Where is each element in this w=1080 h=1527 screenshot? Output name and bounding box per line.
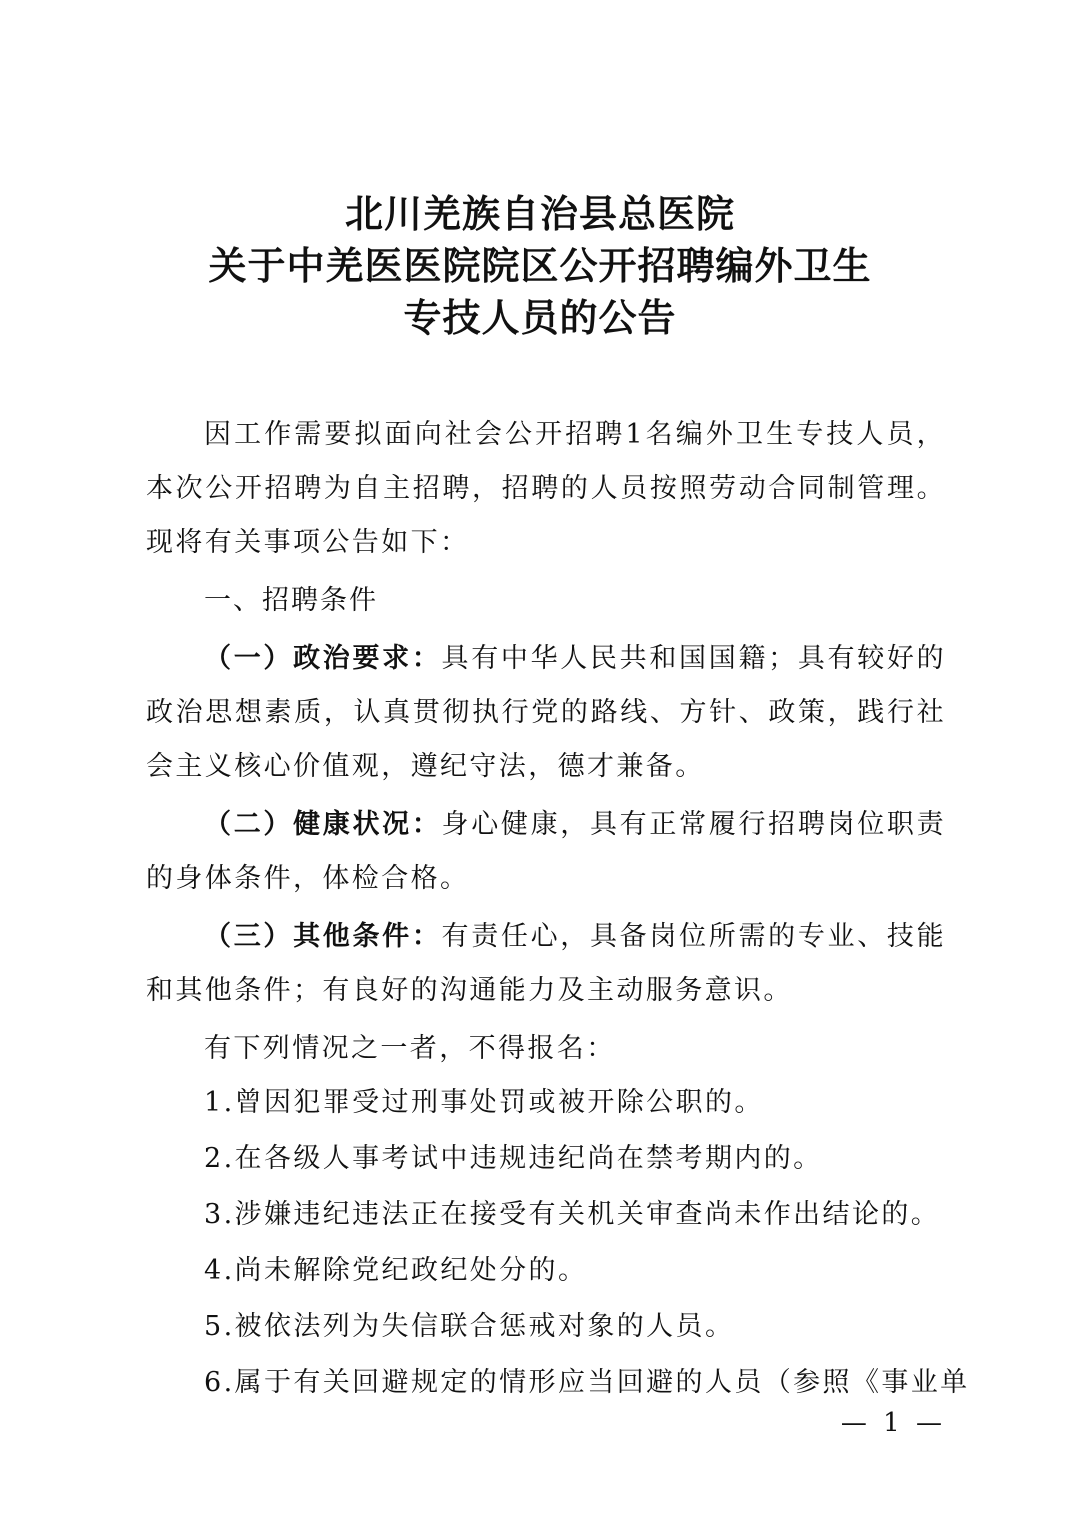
- requirement-political: [146, 632, 946, 794]
- requirement-health-text: 身心健康，具有正常履行招聘岗位职责的身体条件，体检合格。: [146, 809, 946, 894]
- requirement-health: [146, 798, 946, 906]
- requirement-other: [146, 910, 946, 1018]
- exclusion-item: 4.尚未解除党纪政纪处分的。: [204, 1255, 588, 1286]
- requirement-political-lead: （一）政治要求：: [204, 643, 442, 674]
- requirement-political-text: 具有中华人民共和国国籍；具有较好的政治思想素质，认真贯彻执行党的路线、方针、政策，践行社会主义核心价值观，遵纪守法，德才兼备。: [146, 643, 946, 782]
- exclusion-item: 6.属于有关回避规定的情形应当回避的人员（参照《事业单: [204, 1367, 970, 1398]
- requirement-other-lead: （三）其他条件：: [204, 921, 442, 952]
- exclusion-item: 2.在各级人事考试中违规违纪尚在禁考期内的。: [204, 1143, 823, 1174]
- exclusion-item: 1.曾因犯罪受过刑事处罚或被开除公职的。: [204, 1087, 764, 1118]
- requirement-health-lead: （二）健康状况：: [204, 809, 442, 840]
- document-title: [0, 188, 1080, 344]
- title-line-3: 专技人员的公告: [403, 295, 677, 340]
- exclusion-intro: 有下列情况之一者，不得报名：: [204, 1033, 616, 1064]
- title-line-1: 北川羌族自治县总医院: [344, 191, 735, 236]
- section-heading-recruitment-conditions: 一、招聘条件: [204, 585, 378, 616]
- page-number: — 1 —: [840, 1408, 946, 1438]
- exclusion-item: 3.涉嫌违纪违法正在接受有关机关审查尚未作出结论的。: [204, 1199, 941, 1230]
- requirement-other-text: 有责任心，具备岗位所需的专业、技能和其他条件；有良好的沟通能力及主动服务意识。: [146, 921, 946, 1006]
- exclusion-item: 5.被依法列为失信联合惩戒对象的人员。: [204, 1311, 735, 1342]
- title-line-2: 关于中羌医医院院区公开招聘编外卫生: [208, 243, 872, 288]
- document-body: [146, 408, 970, 1412]
- intro-paragraph: 因工作需要拟面向社会公开招聘1名编外卫生专技人员，本次公开招聘为自主招聘，招聘的人员按照劳动合同制管理。现将有关事项公告如下：: [146, 419, 946, 558]
